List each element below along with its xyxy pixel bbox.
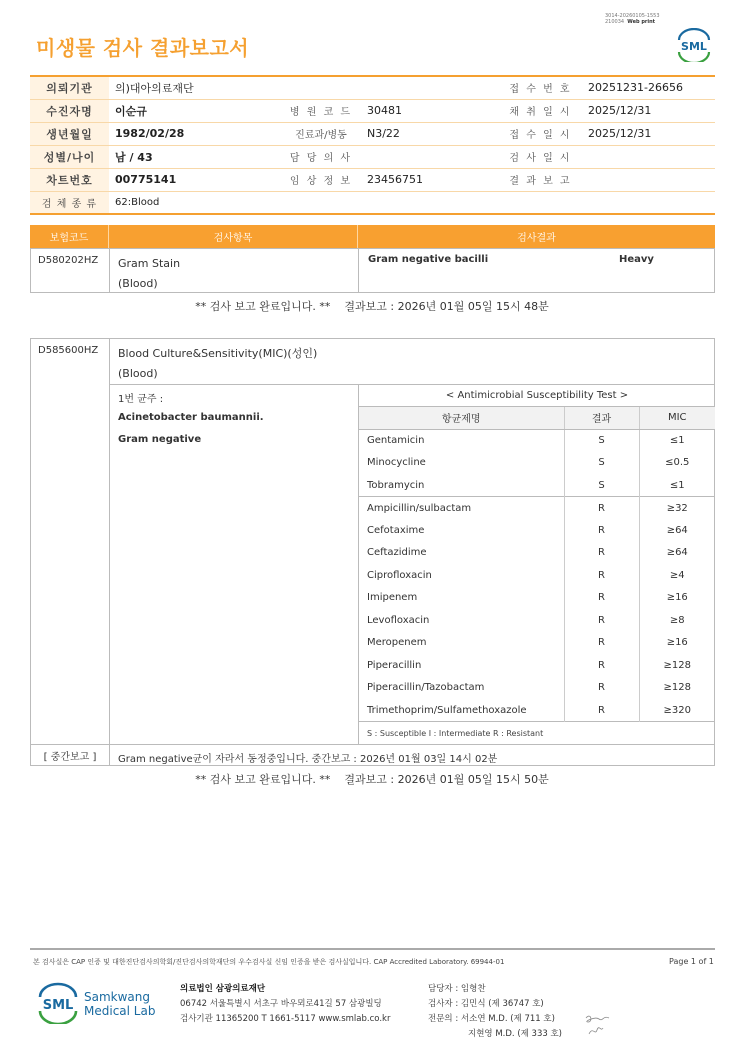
print-reference — [605, 13, 660, 25]
drug-name: Piperacillin — [367, 659, 422, 671]
test-name: Blood Culture&Sensitivity(MIC)(성인) — [118, 347, 318, 360]
ast-row — [359, 677, 715, 700]
drug-result: R — [564, 654, 639, 677]
drug-name: Tobramycin — [367, 479, 425, 491]
organism-gram: Gram negative — [118, 434, 202, 445]
org-contact: 검사기관 11365200 T 1661-5117 www.smlab.co.kr — [180, 1014, 391, 1024]
drug-mic: ≥128 — [639, 677, 715, 700]
drug-name: Gentamicin — [367, 435, 425, 446]
drug-name: Ciprofloxacin — [367, 569, 432, 581]
staff-line: 담당자 : 임형찬 — [428, 984, 486, 994]
info-row — [30, 191, 715, 214]
report-title: 미생물 검사 결과보고서 — [36, 36, 250, 60]
drug-mic: ≥16 — [639, 632, 715, 655]
ast-legend: S : Susceptible I : Intermediate R : Resistant — [359, 722, 715, 745]
column-divider — [358, 249, 359, 292]
info-label: 임 상 정 보 — [281, 168, 361, 191]
info-value: 20251231-26656 — [582, 76, 715, 99]
interim-text: Gram negative균이 자라서 동정중입니다. 중간보고 : 2026년 01월 03일 14시 02분 — [118, 754, 498, 765]
page-number: Page 1 of 1 — [669, 957, 714, 966]
drug-mic: ≥4 — [639, 564, 715, 587]
info-value: 30481 — [361, 99, 499, 122]
info-row — [30, 168, 715, 191]
web-print-label: Web print — [627, 19, 656, 25]
drug-result: R — [564, 677, 639, 700]
test-name: Gram Stain — [118, 257, 181, 270]
ast-row — [359, 587, 715, 610]
drug-mic: ≤1 — [639, 429, 715, 452]
info-row — [30, 122, 715, 145]
header-item: 검사항목 — [109, 225, 358, 248]
ast-row — [359, 429, 715, 452]
header-code: 보험코드 — [30, 225, 109, 248]
drug-result: R — [564, 497, 639, 520]
info-value: 이순규 — [109, 99, 281, 122]
drug-name: Ceftazidime — [367, 547, 427, 559]
brand-line2: Medical Lab — [84, 1004, 156, 1018]
ref-line2: 210034 — [605, 19, 625, 25]
ast-table — [359, 384, 715, 744]
gram-grade: Heavy — [619, 254, 654, 265]
svg-text:SML: SML — [42, 998, 74, 1013]
interim-label: [ 중간보고 ] — [31, 745, 110, 766]
report-time: 결과보고 : 2026년 01월 05일 15시 48분 — [344, 300, 549, 313]
drug-mic: ≥32 — [639, 497, 715, 520]
footer-organization — [180, 982, 390, 1027]
footer-staff — [428, 982, 562, 1042]
info-label: 검 체 종 류 — [30, 191, 109, 214]
organism-name: Acinetobacter baumannii. — [118, 412, 264, 423]
info-label: 차트번호 — [30, 168, 109, 191]
ast-row — [359, 654, 715, 677]
results-header — [30, 225, 715, 248]
info-value: 1982/02/28 — [109, 122, 281, 145]
org-name: 의료법인 삼광의료재단 — [180, 984, 266, 994]
drug-result: R — [564, 542, 639, 565]
drug-mic: ≤0.5 — [639, 452, 715, 475]
info-label: 접 수 번 호 — [499, 76, 582, 99]
ast-row — [359, 497, 715, 520]
svg-text:SML: SML — [681, 40, 707, 53]
signature-icon — [583, 1010, 613, 1040]
info-value — [582, 168, 715, 191]
sml-footer-logo-icon — [36, 982, 80, 1024]
info-value: 23456751 — [361, 168, 499, 191]
interim-report-row — [31, 744, 714, 766]
ast-row — [359, 564, 715, 587]
info-label: 결 과 보 고 — [499, 168, 582, 191]
specimen-name: (Blood) — [118, 277, 158, 290]
drug-result: R — [564, 564, 639, 587]
staff-line: 전문의 : 서소연 M.D. (제 711 호) — [428, 1014, 555, 1024]
drug-mic: ≥320 — [639, 699, 715, 722]
info-label: 검 사 일 시 — [499, 145, 582, 168]
info-label: 수진자명 — [30, 99, 109, 122]
staff-line: 지현영 M.D. (제 333 호) — [468, 1029, 563, 1039]
footer-divider — [30, 948, 715, 950]
drug-name: Piperacillin/Tazobactam — [367, 682, 485, 694]
info-label: 의뢰기관 — [30, 76, 109, 99]
info-value: 00775141 — [109, 168, 281, 191]
ref-line1: 3014-20260105-1553 — [605, 13, 660, 19]
drug-name: Meropenem — [367, 637, 427, 649]
ast-row — [359, 699, 715, 722]
ast-row — [359, 542, 715, 565]
ast-row — [359, 519, 715, 542]
ast-row — [359, 474, 715, 497]
drug-name: Ampicillin/sulbactam — [359, 497, 564, 520]
info-value — [361, 145, 499, 168]
info-label: 성별/나이 — [30, 145, 109, 168]
test-code: D580202HZ — [31, 249, 110, 292]
ast-row — [359, 632, 715, 655]
drug-result: R — [564, 587, 639, 610]
info-value: 남 / 43 — [109, 145, 281, 168]
drug-name: Imipenem — [367, 592, 418, 604]
info-label: 담 당 의 사 — [281, 145, 361, 168]
test-item — [118, 344, 317, 384]
info-value: 62:Blood — [109, 191, 715, 214]
header-result: 검사결과 — [517, 233, 556, 244]
drug-result: R — [564, 519, 639, 542]
info-row — [30, 76, 715, 99]
drug-mic: ≥8 — [639, 609, 715, 632]
drug-name: Trimethoprim/Sulfamethoxazole — [367, 704, 527, 716]
complete-note: ** 검사 보고 완료입니다. ** — [195, 300, 331, 313]
drug-result: R — [564, 632, 639, 655]
gram-stain-block — [30, 248, 715, 293]
col-drug: 항균제명 — [359, 407, 564, 430]
drug-mic: ≥64 — [639, 542, 715, 565]
gram-result: Gram negative bacilli — [368, 254, 489, 265]
drug-result: S — [564, 429, 639, 452]
ast-title: < Antimicrobial Susceptibility Test > — [359, 384, 715, 407]
org-address: 06742 서울특별시 서초구 바우뫼로41길 57 삼광빌딩 — [180, 999, 382, 1009]
report-time: 결과보고 : 2026년 01월 05일 15시 50분 — [344, 773, 549, 786]
drug-name: Cefotaxime — [367, 524, 425, 536]
drug-result: R — [564, 699, 639, 722]
info-label: 병 원 코 드 — [281, 99, 361, 122]
drug-result: S — [564, 474, 639, 497]
info-label: 진료과/병동 — [281, 122, 361, 145]
ast-row — [359, 609, 715, 632]
specimen-name: (Blood) — [118, 367, 158, 380]
info-value: 2025/12/31 — [582, 99, 715, 122]
footer-brand — [84, 990, 155, 1018]
info-value: 의)대아의료재단 — [109, 76, 499, 99]
drug-result: S — [564, 452, 639, 475]
drug-name: Minocycline — [367, 457, 426, 469]
complete-note: ** 검사 보고 완료입니다. ** — [195, 773, 331, 786]
drug-result: R — [564, 609, 639, 632]
col-mic: MIC — [639, 407, 715, 430]
test-item — [118, 254, 180, 294]
patient-info-table — [30, 75, 715, 215]
drug-mic: ≥128 — [639, 654, 715, 677]
info-value: N3/22 — [361, 122, 499, 145]
info-label: 채 취 일 시 — [499, 99, 582, 122]
info-row — [30, 145, 715, 168]
drug-mic: ≤1 — [639, 474, 715, 497]
gram-report-note — [0, 298, 744, 314]
certification-note: 본 검사실은 CAP 인증 및 대한진단검사의학회/진단검사의학재단의 우수검사실 신임 인증을 받은 검사실입니다. CAP Accredited Laboratory. 69944-01 — [33, 958, 505, 966]
drug-mic: ≥64 — [639, 519, 715, 542]
drug-name: Levofloxacin — [367, 614, 430, 626]
organism-label: 1번 균주 : — [118, 394, 164, 405]
test-code: D585600HZ — [31, 339, 110, 744]
drug-mic: ≥16 — [639, 587, 715, 610]
brand-line1: Samkwang — [84, 990, 150, 1004]
culture-block — [30, 338, 715, 766]
info-label: 생년월일 — [30, 122, 109, 145]
col-result: 결과 — [564, 407, 639, 430]
info-value: 2025/12/31 — [582, 122, 715, 145]
info-value — [582, 145, 715, 168]
staff-line: 검사자 : 김민식 (제 36747 호) — [428, 999, 544, 1009]
info-row — [30, 99, 715, 122]
culture-report-note — [0, 771, 744, 787]
info-label: 접 수 일 시 — [499, 122, 582, 145]
sml-logo-icon — [675, 28, 713, 62]
ast-row — [359, 452, 715, 475]
